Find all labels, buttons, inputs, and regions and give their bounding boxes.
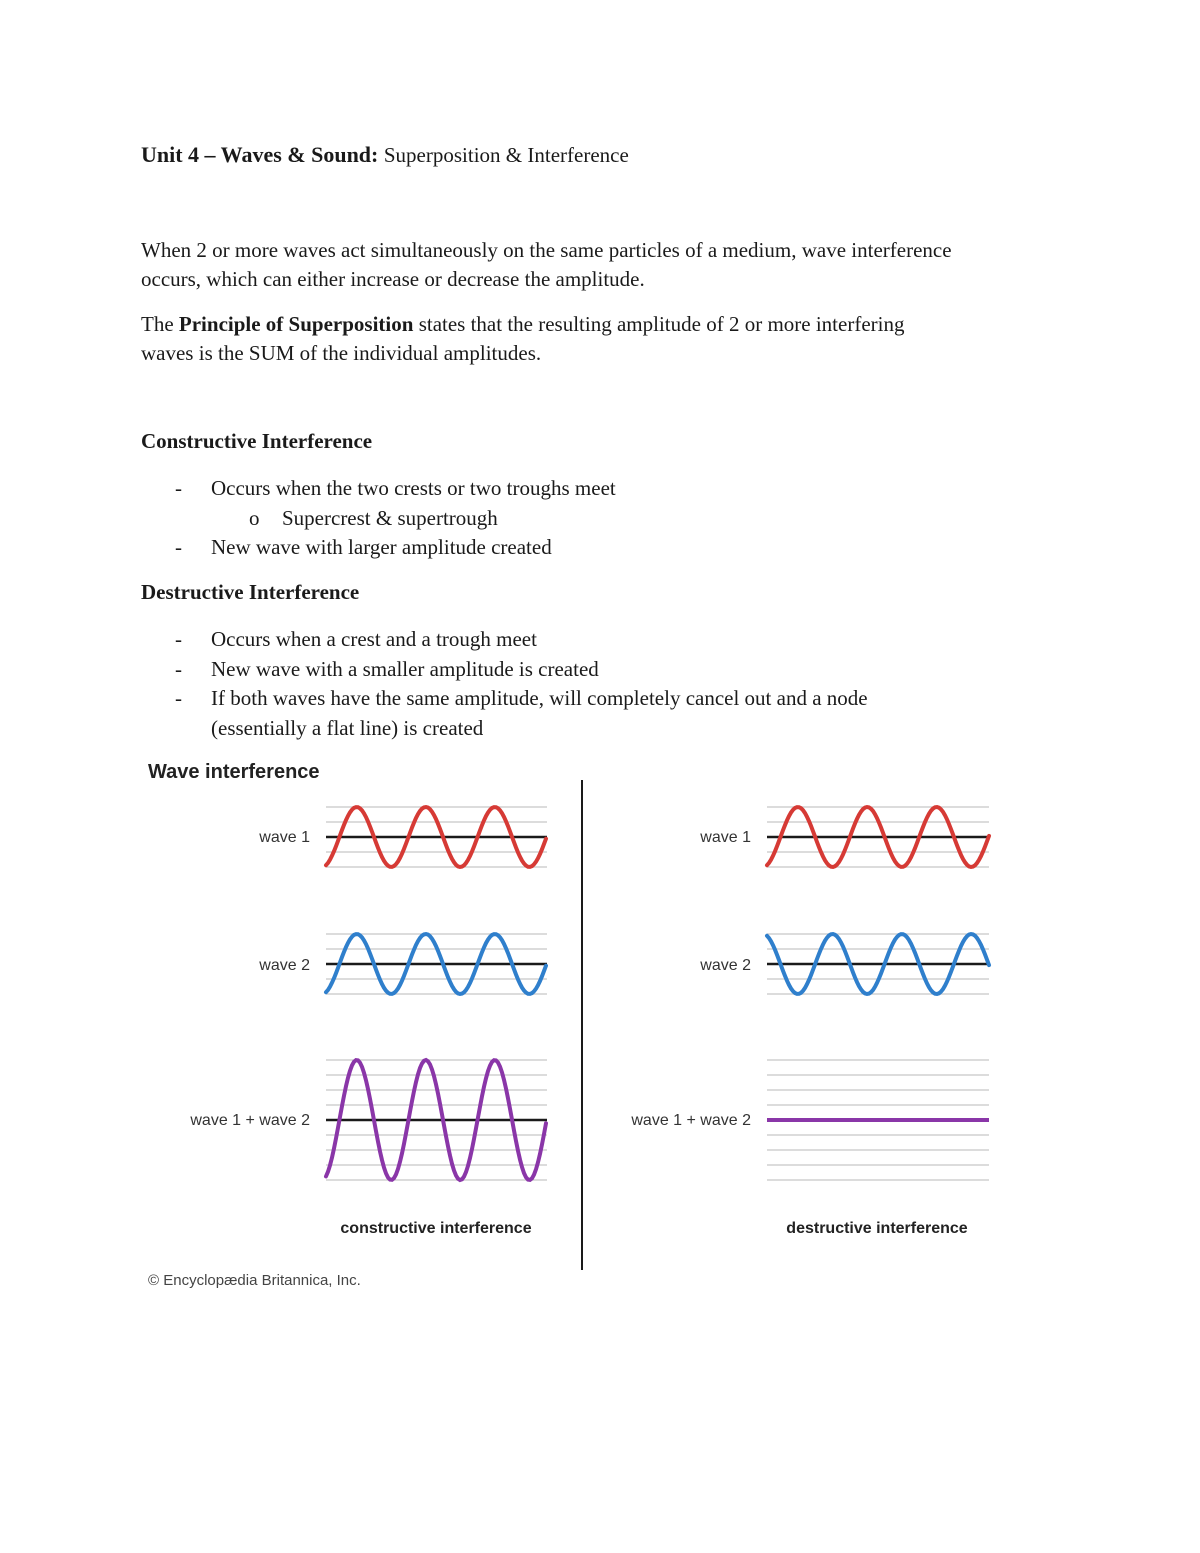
wave-panels [326,807,989,1180]
left-sum-curve [326,1060,546,1180]
right-wave1-label: wave 1 [700,829,751,846]
left-wave2-curve [326,934,546,994]
intro-paragraph [141,236,1071,294]
list-item: - Occurs when the two crests or two troughs meet [141,474,1071,504]
bullet-dash: - [175,656,182,681]
page-title [141,142,629,168]
bullet-dash: - [175,686,182,710]
constructive-list [141,474,1071,563]
left-wave1-curve [326,807,546,867]
intro-line-1: When 2 or more waves act simultaneously on the same particles of a medium, wave interference [141,238,952,262]
unit-title: Unit 4 – Waves & Sound: [141,142,379,167]
destructive-list [141,625,1071,743]
right-wave2-curve [767,934,989,994]
figure-credit: © Encyclopædia Britannica, Inc. [148,1272,361,1289]
list-item: - New wave with larger amplitude created [141,533,1071,563]
right-wave2-label: wave 2 [700,957,751,974]
bullet-circle: o [249,505,260,530]
intro-line-2: occurs, which can either increase or decrease the amplitude. [141,267,645,291]
list-item: - New wave with a smaller amplitude is created [141,655,1071,685]
bullet-dash: - [175,476,182,500]
principle-prefix: The [141,312,179,336]
right-sum-label: wave 1 + wave 2 [631,1112,751,1129]
topic-title: Superposition & Interference [383,143,629,167]
principle-line-2: waves is the SUM of the individual amplitudes. [141,341,542,365]
left-wave2-label: wave 2 [259,957,310,974]
bullet-dash: - [175,535,182,559]
figure-title: Wave interference [148,761,320,783]
constructive-heading: Constructive Interference [141,429,373,453]
right-wave1-curve [767,807,989,867]
bullet-dash: - [175,627,182,651]
list-item-continuation: (essentially a flat line) is created [211,715,484,740]
principle-term: Principle of Superposition [178,312,414,336]
list-item: - If both waves have the same amplitude, will completely cancel out and a node [141,684,1071,714]
principle-paragraph [141,310,1071,368]
left-sum-label: wave 1 + wave 2 [190,1112,310,1129]
left-wave1-label: wave 1 [259,829,310,846]
list-item: o Supercrest & supertrough [141,504,1071,534]
destructive-heading: Destructive Interference [141,580,360,604]
principle-rest: states that the resulting amplitude of 2 or more interfering [413,312,905,336]
destructive-caption: destructive interference [786,1220,968,1237]
list-item: - Occurs when a crest and a trough meet [141,625,1071,655]
constructive-caption: constructive interference [340,1220,532,1237]
